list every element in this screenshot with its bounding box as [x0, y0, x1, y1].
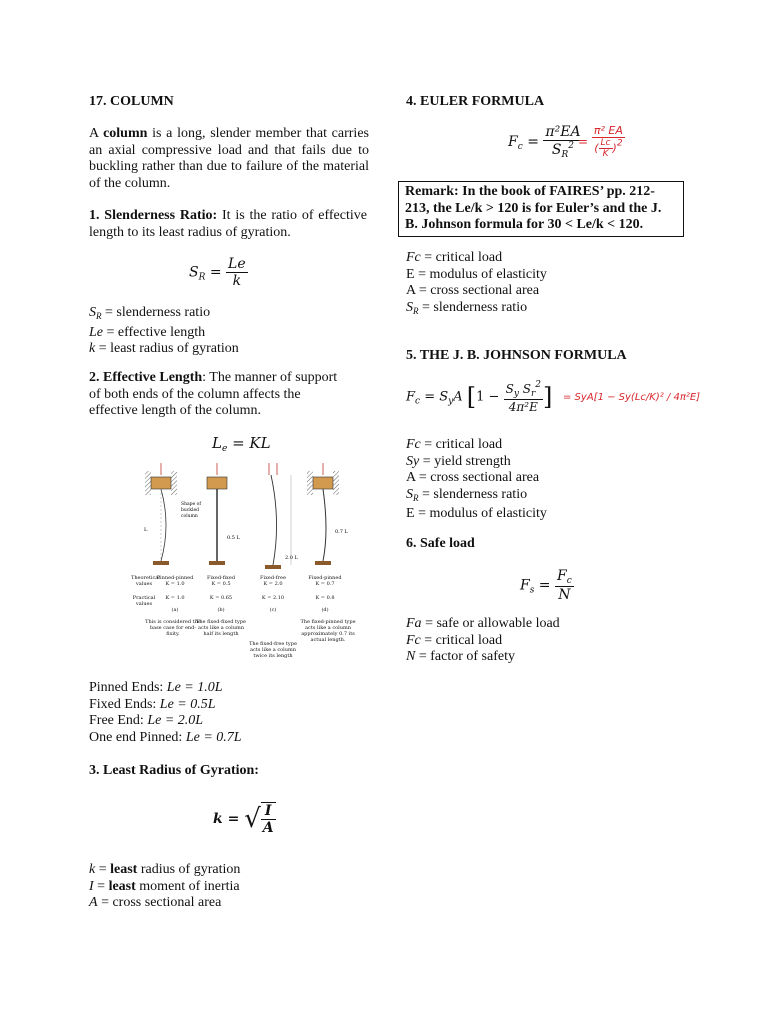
case-d-name: Fixed-pinned [308, 575, 342, 581]
case-d-practical: K = 0.8 [315, 595, 335, 601]
safe-load-equation: $F_s$ = $\frac{F_c}{N}$ [520, 568, 572, 603]
column-case-d [307, 463, 349, 565]
case-c-tag: (c) [269, 607, 277, 613]
effective-length-equation: $L_e$ = KL [212, 434, 271, 454]
case-b-k: K = 0.5 [211, 581, 231, 587]
case-b-practical: K = 0.65 [209, 595, 233, 601]
column-case-a [144, 463, 177, 565]
end-condition-figure [131, 461, 363, 681]
case-a-name: Pinned-pinned [156, 575, 194, 581]
svg-text:column: column [181, 514, 198, 519]
case-a-note: This is considered the base case for end-fixity. [145, 619, 201, 637]
radius-definitions: k = least radius of gyration I = least moment of inertia A = cross sectional area [89, 862, 241, 910]
case-b-note: The fixed-fixed type acts like a column half its length [195, 619, 246, 637]
section-heading-safe-load: 6. Safe load [406, 536, 475, 551]
case-d-k: K = 0.7 [315, 581, 335, 587]
case-b-tag: (b) [217, 607, 225, 613]
section-heading-euler: 4. EULER FORMULA [406, 94, 545, 109]
case-c-practical: K = 2.10 [261, 595, 285, 601]
svg-text:buckled: buckled [181, 508, 200, 513]
dim-label: 2.0 L [285, 555, 298, 561]
remark-box: Remark: In the book of FAIRES’ pp. 212-213, the Le/k > 120 is for Euler’s and the J. B. Johnson formula for 30 < Le/k < 120. [398, 181, 684, 237]
section-heading-radius: 3. Least Radius of Gyration: [89, 763, 259, 778]
case-a-tag: (a) [171, 607, 179, 613]
case-a-k: K = 1.0 [165, 581, 185, 587]
case-c-name: Fixed-free [260, 575, 286, 581]
slenderness-ratio-equation: $S_R$ = $\frac{Le}{k}$ [189, 256, 246, 289]
effective-length-paragraph: 2. Effective Length: The manner of support of both ends of the column affects the effective length of the column. [89, 370, 338, 418]
column-case-b [207, 463, 241, 565]
radius-of-gyration-equation: k = √ $\frac{I}{A}$ [213, 803, 274, 836]
dim-label: L [144, 527, 148, 533]
dim-label: 0.7 L [335, 529, 348, 535]
case-d-note: The fixed-pinned type acts like a column approximately 0.7 its actual length. [300, 619, 356, 643]
section-title-column: 17. COLUMN [89, 94, 174, 109]
case-a-practical: K = 1.0 [165, 595, 185, 601]
end-cases-list: Pinned Ends: Le = 1.0L Fixed Ends: Le = 0.5L Free End: Le = 2.0L One end Pinned: Le = 0.7L [89, 680, 242, 745]
johnson-definitions: Fc = critical load Sy = yield strength A = cross sectional area $S_R$ = slenderness ratio E = modulus of elasticity [406, 437, 547, 521]
case-c-k: K = 2.0 [263, 581, 283, 587]
johnson-equation: $F_c = S_yA$ [1 − $\frac{S_y S_r^2}{\text{4π²E}}$ ] [406, 380, 553, 414]
euler-handwritten-note: = π² EA ( $\frac{Lc}{K}$ )$^2$ [578, 124, 623, 159]
slenderness-ratio-paragraph: 1. Slenderness Ratio: It is the ratio of effective length to its least radius of gyration. [89, 208, 367, 240]
euler-definitions: Fc = critical load E = modulus of elasticity A = cross sectional area $S_R$ = slenderness ratio [406, 250, 547, 316]
section-heading-johnson: 5. THE J. B. JOHNSON FORMULA [406, 348, 627, 363]
johnson-handwritten-note: = SyA[1 − Sy(Lc/K)² / 4π²E] [563, 392, 701, 403]
dim-label: 0.5 L [227, 535, 240, 541]
slenderness-definitions: $S_R$ = slenderness ratio Le = effective length k = least radius of gyration [89, 305, 239, 356]
safe-load-definitions: Fa = safe or allowable load Fc = critical load N = factor of safety [406, 616, 560, 664]
column-case-c [265, 463, 299, 569]
shape-label: Shape of [181, 502, 202, 507]
case-b-name: Fixed-fixed [206, 575, 236, 581]
euler-equation: $F_c$ = $\frac{\text{π²EA}}{S_R^2}$ [508, 124, 581, 160]
theoretical-label: Theoretical values [131, 575, 160, 587]
case-d-tag: (d) [321, 607, 329, 613]
case-c-note: The fixed-free type acts like a column twice its length [249, 641, 297, 659]
intro-paragraph: A column is a long, slender member that carries an axial compressive load and that fails due to buckling rather than due to failure of the material of the column. [89, 126, 369, 191]
practical-label: Practical values [132, 595, 156, 607]
